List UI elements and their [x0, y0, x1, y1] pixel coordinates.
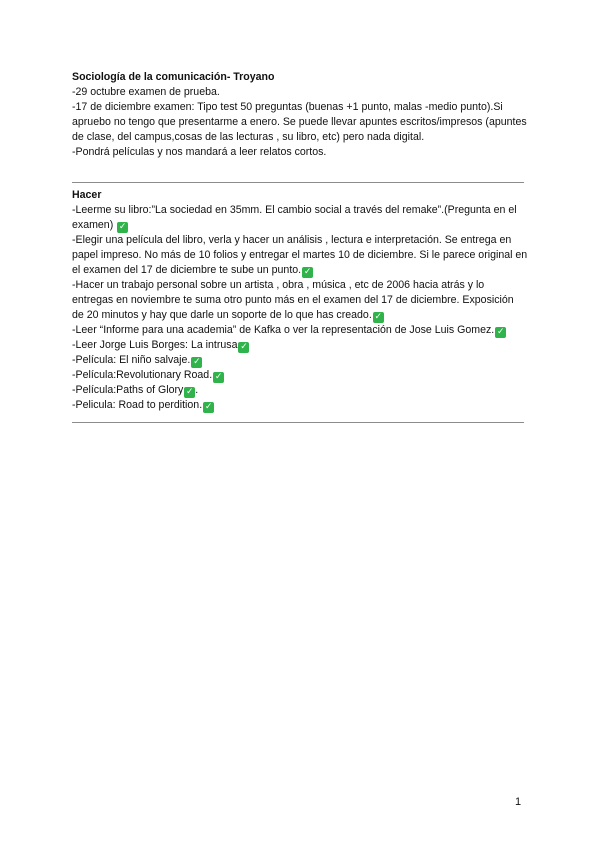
document-page: [72, 70, 528, 423]
todo-item: [72, 233, 528, 278]
checkmark-icon: ✓: [204, 402, 213, 412]
section-title-sociologia: Sociología de la comunicación- Troyano: [72, 71, 275, 83]
todo-item-text: -Leerme su libro:”La sociedad en 35mm. El cambio social a través del remake”.(Pregunta en el examen): [72, 204, 517, 231]
note-line: -17 de diciembre examen: Tipo test 50 preguntas (buenas +1 punto, malas -medio punto).Si apruebo no tengo que presentarme a enero. Se puede llevar apuntes escritos/impresos (apuntes de clase, del campus,cosas de las lecturas , su libro, etc) pero nada digital.: [72, 101, 527, 143]
todo-item-suffix: .: [195, 384, 199, 396]
todo-item: [72, 278, 528, 323]
divider: [72, 422, 524, 423]
todo-item: [72, 203, 528, 233]
checkmark-icon: ✓: [374, 312, 383, 322]
checkmark-icon: ✓: [496, 327, 505, 337]
section-title-hacer: Hacer: [72, 189, 102, 201]
checkmark-icon: ✓: [118, 222, 127, 232]
note-line: -29 octubre examen de prueba.: [72, 86, 220, 98]
todo-item-text: -Película: El niño salvaje.: [72, 354, 191, 366]
todo-item-text: -Película:Paths of Glory: [72, 384, 184, 396]
checkmark-icon: ✓: [186, 387, 194, 397]
todo-item-text: -Pelicula: Road to perdition.: [72, 399, 203, 411]
page-number: 1: [515, 796, 522, 808]
checkmark-icon: ✓: [214, 372, 223, 382]
todo-item-text: -Leer Jorge Luis Borges: La intrusa: [72, 339, 238, 351]
todo-item: [72, 368, 528, 383]
todo-item-text: -Hacer un trabajo personal sobre un artista , obra , música , etc de 2006 hacia atrás y lo entregas en noviembre te suma otro punto más en el examen del 17 de diciembre. Exposición de 20 minutos y hay que darle un soporte de lo que has creado.: [72, 279, 514, 321]
todo-item: [72, 338, 528, 353]
divider: [72, 182, 524, 183]
todo-item: [72, 353, 528, 368]
todo-item: [72, 398, 528, 413]
note-line: -Pondrá películas y nos mandará a leer relatos cortos.: [72, 146, 327, 158]
checkmark-icon: ✓: [193, 357, 201, 367]
checkmark-icon: ✓: [303, 267, 312, 277]
todo-item: [72, 383, 528, 398]
todo-item-text: -Película:Revolutionary Road.: [72, 369, 213, 381]
todo-item: [72, 323, 528, 338]
todo-item-text: -Elegir una película del libro, verla y hacer un análisis , lectura e interpretación. Se entrega en papel impreso. No más de 10 folios y entregar el martes 10 de diciembre. Si le parece original en el examen del 17 de diciembre te sube un punto.: [72, 234, 528, 276]
todo-item-text: -Leer “Informe para una academia” de Kafka o ver la representación de Jose Luis Gomez.: [72, 324, 495, 336]
checkmark-icon: ✓: [240, 342, 248, 352]
